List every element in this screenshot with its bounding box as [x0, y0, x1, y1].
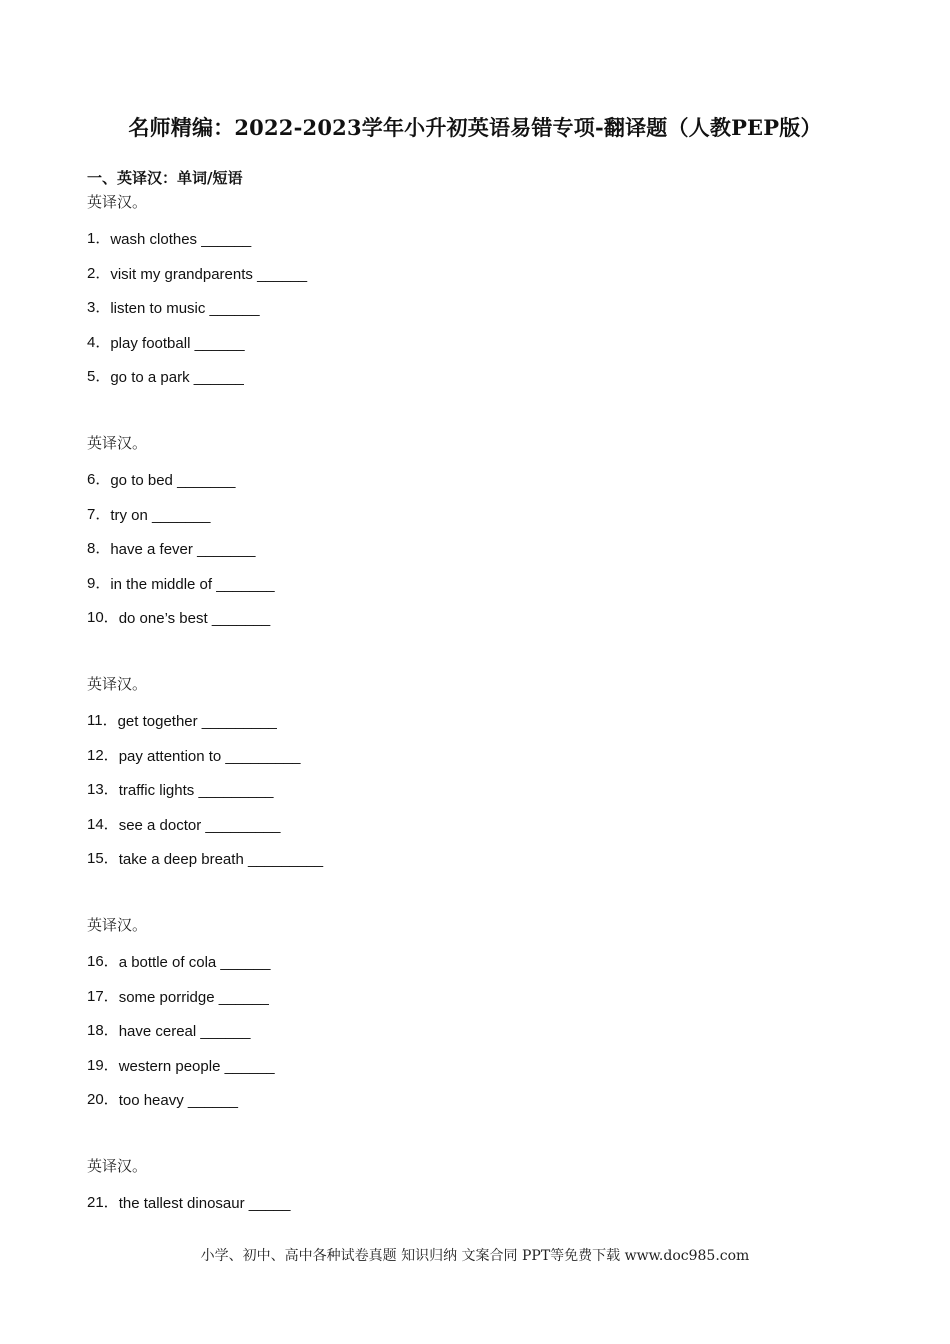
- question-item: [87, 935, 275, 971]
- question-item: [87, 558, 275, 593]
- question-text: in the middle of _______: [110, 575, 275, 593]
- group-instruction: 英译汉。: [87, 675, 148, 693]
- question-group-2: [87, 433, 275, 627]
- question-number: 11．: [87, 712, 118, 729]
- question-number: 19．: [87, 1056, 119, 1074]
- question-text: see a doctor _________: [118, 816, 281, 834]
- question-number: 1．: [87, 230, 111, 247]
- question-number: 2．: [87, 264, 111, 282]
- question-text: the tallest dinosaur _____: [118, 1195, 291, 1212]
- question-number: 9．: [87, 574, 111, 592]
- question-number: 13．: [87, 781, 119, 799]
- question-text: pay attention to _________: [118, 747, 301, 765]
- question-item: [87, 694, 323, 730]
- question-text: play football ______: [110, 334, 245, 352]
- question-item: [87, 834, 323, 869]
- question-text: take a deep breath _________: [118, 851, 324, 869]
- question-text: traffic lights _________: [118, 782, 274, 800]
- question-item: [87, 730, 323, 765]
- question-text: go to bed _______: [110, 472, 236, 489]
- question-text: do one’s best _______: [118, 610, 271, 628]
- question-text: go to a park ______: [110, 369, 244, 387]
- question-item: [87, 489, 275, 524]
- group-instruction: 英译汉。: [87, 193, 148, 211]
- question-group-1: [87, 192, 307, 386]
- question-text: have a fever _______: [110, 541, 256, 559]
- question-number: 12．: [87, 746, 119, 764]
- question-number: 7．: [87, 505, 111, 523]
- group-instruction: 英译汉。: [87, 916, 148, 934]
- question-item: [87, 283, 307, 318]
- question-number: 20．: [87, 1091, 119, 1109]
- question-text: wash clothes ______: [110, 231, 252, 248]
- question-item: [87, 1075, 275, 1110]
- question-item: [87, 1176, 290, 1212]
- question-list: [87, 1176, 290, 1212]
- question-number: 3．: [87, 299, 111, 317]
- question-item: [87, 248, 307, 283]
- question-item: [87, 453, 275, 489]
- group-instruction: 英译汉。: [87, 434, 148, 452]
- question-text: a bottle of cola ______: [118, 954, 271, 971]
- question-text: visit my grandparents ______: [110, 265, 308, 283]
- question-number: 18．: [87, 1022, 119, 1040]
- question-number: 15．: [87, 850, 119, 868]
- question-text: western people ______: [118, 1057, 275, 1075]
- question-item: [87, 1006, 275, 1041]
- question-group-4: [87, 915, 275, 1109]
- question-number: 14．: [87, 815, 119, 833]
- question-text: have cereal ______: [118, 1023, 251, 1041]
- question-text: listen to music ______: [110, 300, 260, 318]
- question-list: [87, 694, 323, 868]
- question-number: 21．: [87, 1194, 119, 1211]
- question-item: [87, 524, 275, 559]
- question-item: [87, 971, 275, 1006]
- question-number: 8．: [87, 540, 111, 558]
- question-text: some porridge ______: [118, 988, 269, 1006]
- question-list: [87, 453, 275, 627]
- question-number: 17．: [87, 987, 119, 1005]
- question-item: [87, 765, 323, 800]
- question-item: [87, 352, 307, 387]
- section-heading: 一、英译汉：单词/短语: [87, 169, 243, 187]
- question-item: [87, 1040, 275, 1075]
- question-text: try on _______: [110, 506, 211, 524]
- question-number: 6．: [87, 471, 111, 488]
- question-group-5: [87, 1156, 290, 1212]
- question-text: get together _________: [117, 713, 277, 730]
- question-item: [87, 212, 307, 248]
- question-list: [87, 212, 307, 386]
- question-text: too heavy ______: [118, 1092, 238, 1110]
- question-item: [87, 799, 323, 834]
- question-list: [87, 935, 275, 1109]
- page-title: 名师精编：2022-2023学年小升初英语易错专项-翻译题（人教PEP版）: [128, 115, 822, 140]
- question-number: 4．: [87, 333, 111, 351]
- page-footer: 小学、初中、高中各种试卷真题 知识归纳 文案合同 PPT等免费下载 www.doc985.com: [200, 1248, 750, 1264]
- question-group-3: [87, 674, 323, 868]
- question-number: 16．: [87, 953, 119, 970]
- question-item: [87, 593, 275, 628]
- question-item: [87, 317, 307, 352]
- group-instruction: 英译汉。: [87, 1157, 148, 1175]
- question-number: 10．: [87, 609, 119, 627]
- question-number: 5．: [87, 368, 111, 386]
